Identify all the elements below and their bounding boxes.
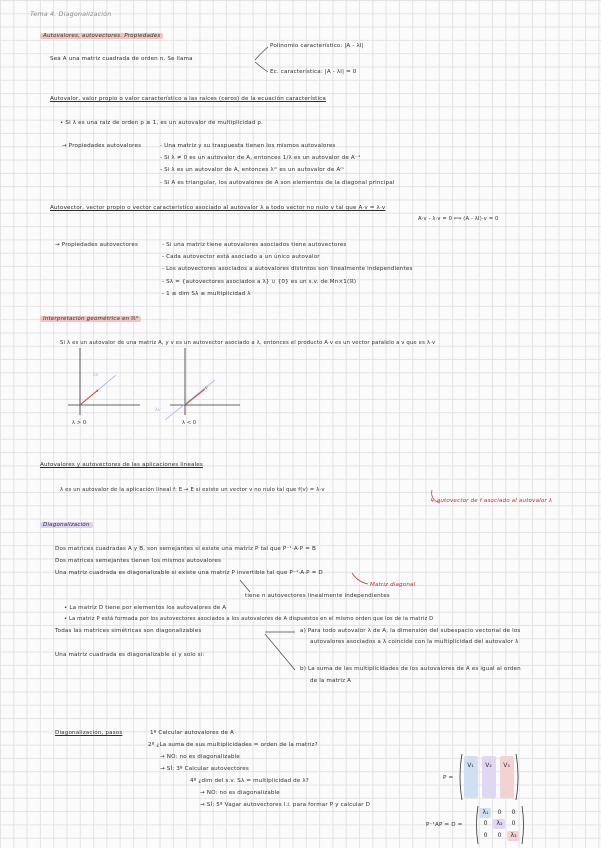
D-cell: 0 <box>483 820 488 827</box>
eigenvector-definition: Autovector, vector propio o vector característico asociado al autovalor λ a todo vector no nulo v tal que A·v = λ·v <box>50 205 386 211</box>
D-cell: 0 <box>497 809 502 816</box>
D-matrix-label: P⁻¹AP = D = <box>426 822 463 828</box>
step-item: 2º ¿La suma de sus multiplicidades = orden de la matriz? <box>148 742 318 748</box>
D-cell: λ₃ <box>510 832 517 839</box>
prop-item: - Los autovectores asociados a autovalores distintos son linealmente independientes <box>162 266 413 272</box>
geometric-text: Si λ es un autovalor de una matriz A, y v es un autovector asociado a λ, entonces el producto A·v es un vector paralelo a v que es λ·v <box>60 340 436 346</box>
section-heading-geometric: Interpretación geométrica en ℝ² <box>40 316 141 323</box>
D-cell: 0 <box>511 820 516 827</box>
prop-item: - Si una matriz tiene autovalores asociados tiene autovectores <box>162 242 347 248</box>
graph1-v-label: λv <box>93 373 99 378</box>
multiplicity-note: • Si λ es una raíz de orden p ≥ 1, es un autovalor de multiplicidad p. <box>60 120 263 126</box>
eigen-formula: A·v - λ·v = 0 ⟺ (A - λI)·v = 0 <box>418 216 499 222</box>
step-item: 1º Calcular autovalores de A <box>150 730 234 736</box>
prop-item: - Una matriz y su traspuesta tienen los mismos autovalores <box>160 143 336 149</box>
linear-map-text: λ es un autovalor de la aplicación lineal f: E → E si existe un vector v no nulo tal que f(v) = λ·v <box>60 487 325 493</box>
D-cell: λ₁ <box>482 809 489 816</box>
P-matrix <box>458 753 520 801</box>
page-title: Tema 4. Diagonalización <box>30 10 112 18</box>
similar-matrices: Dos matrices cuadradas A y B, son semejantes si existe una matriz P tal que P⁻¹·A·P = B <box>55 546 316 552</box>
section-heading-eigen: Autovalores, autovectores. Propiedades <box>40 33 163 40</box>
props-eigenvectors-label: → Propiedades autovectores <box>55 242 139 248</box>
prop-item: - Cada autovector está asociado a un único autovalor <box>162 254 320 260</box>
D-matrix <box>476 806 524 844</box>
section-heading-linear-maps: Autovalores y autovectores de las aplicaciones lineales <box>40 462 203 468</box>
diag-condition-intro: Una matriz cuadrada es diagonalizable si y solo si: <box>55 652 205 658</box>
D-cell: 0 <box>511 809 516 816</box>
P-col-2: V₂ <box>485 762 492 769</box>
step-item: → SÍ: 3º Calcular autovectores <box>160 766 249 772</box>
cond-a-line2: autovalores asociados a λ coincide con la multiplicidad del autovalor λ <box>310 639 519 645</box>
prop-item: - Sλ = {autovectores asociados a λ} ∪ {0} es un s.v. de Mn×1(ℝ) <box>162 279 357 285</box>
cond-b-line2: de la matriz A <box>310 678 352 684</box>
P-col-3: V₃ <box>503 762 510 769</box>
D-cell: 0 <box>483 832 488 839</box>
graph1-label: λ > 0 <box>72 420 87 426</box>
props-eigenvalues-label: → Propiedades autovalores <box>62 143 142 149</box>
diagonalizable-def: Una matriz cuadrada es diagonalizable si existe una matriz P invertible tal que P⁻¹·A·P = D <box>55 570 323 576</box>
steps-label: Diagonalización, pasos <box>55 730 123 736</box>
P-brackets <box>458 753 520 801</box>
independent-vectors: tiene n autovectores linealmente independientes <box>245 593 390 599</box>
step-item: → NO: no es diagonalizable <box>160 754 240 760</box>
linear-map-note: ↳ autovector de f asociado al autovalor λ <box>430 498 553 504</box>
step-item: → NO: no es diagonalizable <box>200 790 280 796</box>
note-D: • La matriz D tiene por elementos los autovalores de A <box>64 605 227 611</box>
step-item: → SÍ: 5º Vagar autovectores l.i. para formar P y calcular D <box>200 802 371 808</box>
symmetric-note: Todas las matrices simétricas son diagonalizables <box>55 628 202 634</box>
P-matrix-label: P = <box>443 775 454 781</box>
graph2-v-label: v <box>205 386 208 391</box>
graph1-av-label: v <box>96 389 99 394</box>
diagonal-matrix-label: Matriz diagonal <box>370 582 416 588</box>
eigenvalue-definition: Autovalor, valor propio o valor característico a las raíces (ceros) de la ecuación característica <box>50 96 326 102</box>
graph2-label: λ < 0 <box>182 420 197 426</box>
graph2-av-label: λv <box>155 408 161 413</box>
D-cell: λ₂ <box>496 820 503 827</box>
section-heading-diagonalization: Diagonalización <box>40 522 93 529</box>
prop-item: - Si λ ≠ 0 es un autovalor de A, entonces 1/λ es un autovalor de A⁻¹ <box>160 155 361 161</box>
graph-negative <box>165 348 240 420</box>
intro-text: Sea A una matriz cuadrada de orden n. Se llama <box>50 56 193 62</box>
D-brackets <box>476 806 524 844</box>
cond-a-line1: a) Para todo autovalor λ de A, la dimensión del subespacio vectorial de los <box>300 628 521 634</box>
graph-positive <box>68 348 140 415</box>
prop-item: - Si A es triangular, los autovalores de A son elementos de la diagonal principal <box>160 180 395 186</box>
branch-char-poly: Polinomio característico: |A - λI| <box>270 43 364 49</box>
note-P: • La matriz P está formada por los autovectores asociados a los autovalores de A dispuestos en el mismo orden que los de la matriz D <box>64 616 434 622</box>
prop-item: - 1 ≤ dim Sλ ≤ multiplicidad λ <box>162 291 251 297</box>
P-col-1: V₁ <box>467 762 474 769</box>
step-item: 4º ¿dim del s.v. Sλ = multiplicidad de λ? <box>190 778 309 784</box>
branch-char-eq: Ec. característica: |A - λI| = 0 <box>270 69 357 75</box>
D-cell: 0 <box>497 832 502 839</box>
prop-item: - Si λ es un autovalor de A, entonces λᵐ es un autovalor de Aᵐ <box>160 167 345 173</box>
similar-eigenvalues: Dos matrices semejantes tienen los mismos autovalores <box>55 558 222 564</box>
cond-b-line1: b) La suma de las multiplicidades de los autovalores de A es igual al orden <box>300 666 521 672</box>
